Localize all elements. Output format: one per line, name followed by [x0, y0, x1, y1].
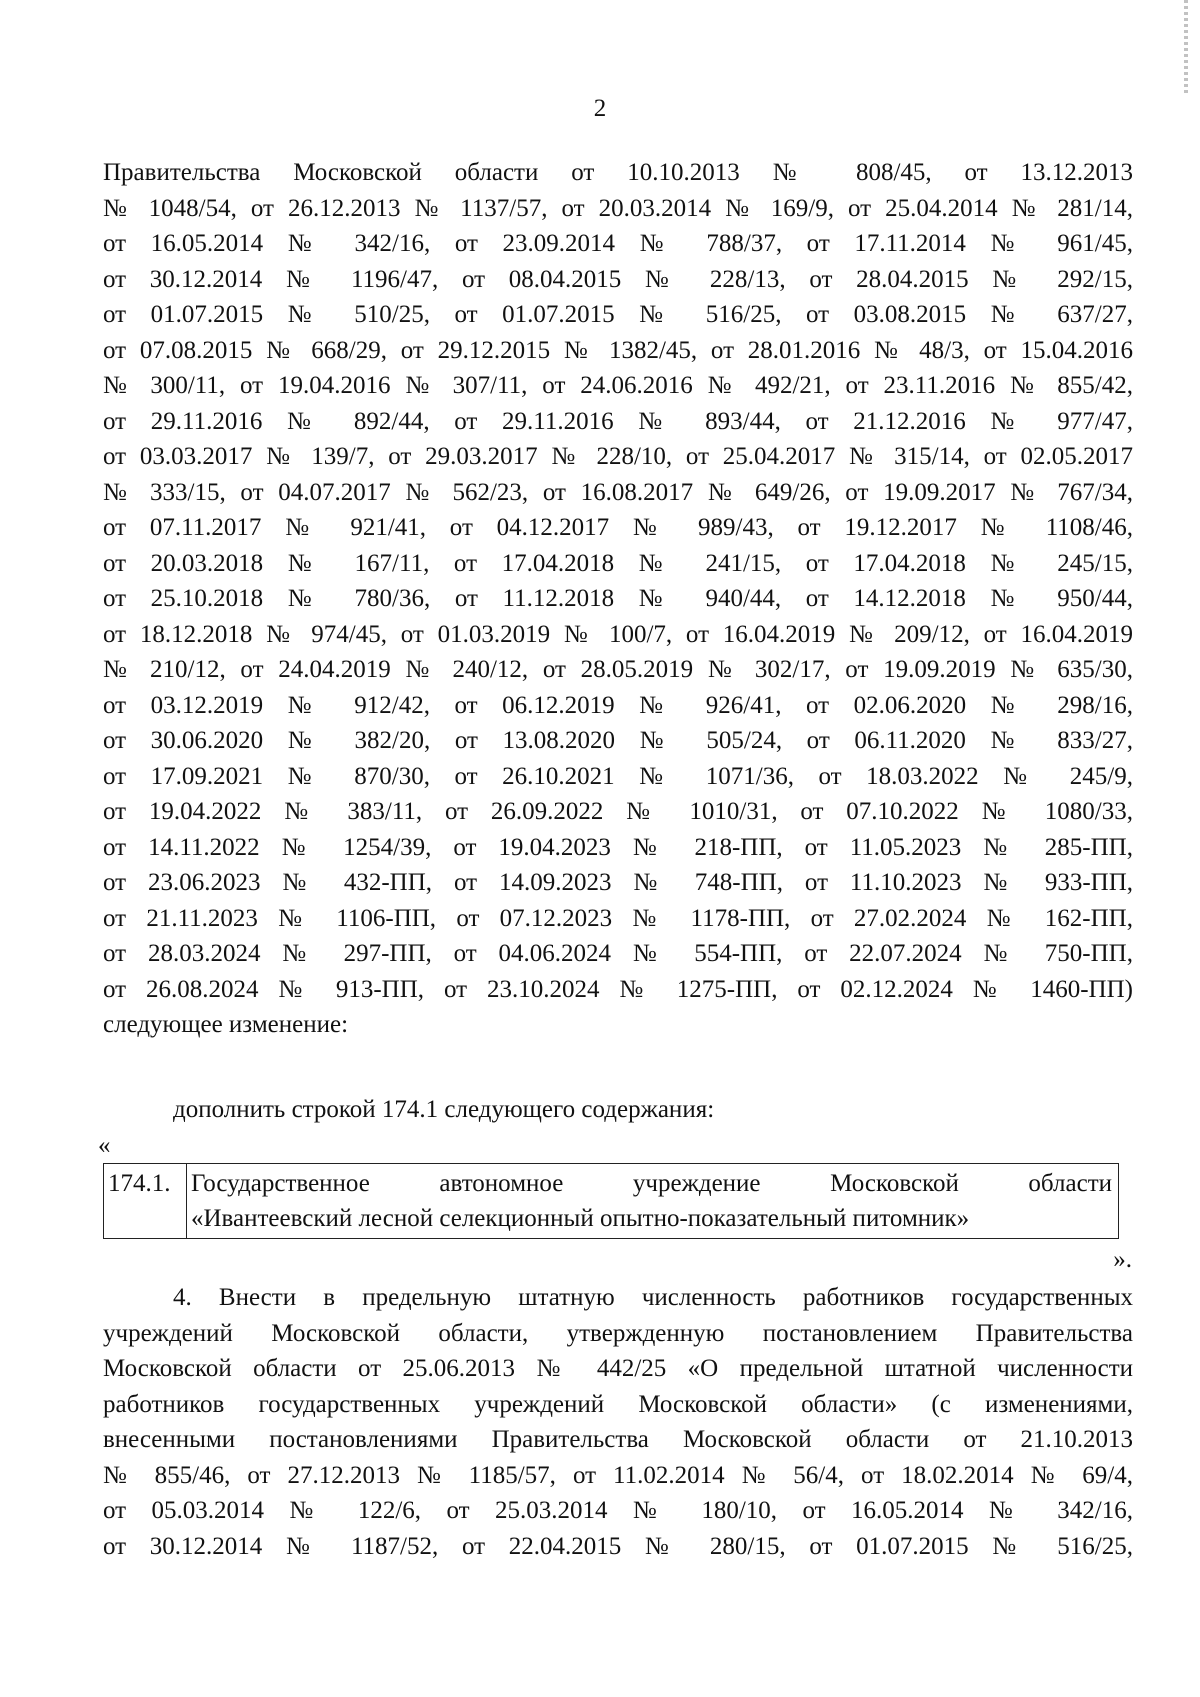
text-line: № 210/12, от 24.04.2019 № 240/12, от 28.05.2019 № 302/17, от 19.09.2019 № 635/30,	[103, 656, 1133, 683]
text-line: № 1048/54, от 26.12.2013 № 1137/57, от 20.03.2014 № 169/9, от 25.04.2014 № 281/14,	[103, 194, 1133, 222]
text-line: от 05.03.2014 № 122/6, от 25.03.2014 № 180/10, от 16.05.2014 № 342/16,	[103, 1497, 1133, 1524]
closing-quote: ».	[1113, 1246, 1132, 1273]
text-line: 4. Внести в предельную штатную численность работников государственных	[173, 1284, 1133, 1311]
cell-text-line: «Ивантеевский лесной селекционный опытно-показательный питомник»	[191, 1205, 970, 1232]
page-number: 2	[593, 95, 607, 122]
text-line: Московской области от 25.06.2013 № 442/25 «О предельной штатной численности	[103, 1355, 1133, 1382]
text-line: от 26.08.2024 № 913-ПП, от 23.10.2024 № 1275-ПП, от 02.12.2024 № 1460-ПП)	[103, 975, 1133, 1003]
text-line: от 07.11.2017 № 921/41, от 04.12.2017 № 989/43, от 19.12.2017 № 1108/46,	[103, 514, 1133, 541]
text-line: от 21.11.2023 № 1106-ПП, от 07.12.2023 № 1178-ПП, от 27.02.2024 № 162-ПП,	[103, 904, 1133, 932]
instruction-line: дополнить строкой 174.1 следующего содержания:	[173, 1096, 715, 1123]
paragraph-amendment-list	[103, 155, 1133, 1043]
text-line: от 03.03.2017 № 139/7, от 29.03.2017 № 228/10, от 25.04.2017 № 315/14, от 02.05.2017	[103, 443, 1133, 470]
text-line: от 25.10.2018 № 780/36, от 11.12.2018 № 940/44, от 14.12.2018 № 950/44,	[103, 585, 1133, 612]
table-row	[104, 1164, 1119, 1239]
text-line: от 20.03.2018 № 167/11, от 17.04.2018 № 241/15, от 17.04.2018 № 245/15,	[103, 549, 1133, 577]
text-line: от 30.12.2014 № 1187/52, от 22.04.2015 № 280/15, от 01.07.2015 № 516/25,	[103, 1532, 1133, 1560]
text-line: от 30.06.2020 № 382/20, от 13.08.2020 № 505/24, от 06.11.2020 № 833/27,	[103, 727, 1133, 754]
text-line: от 30.12.2014 № 1196/47, от 08.04.2015 № 228/13, от 28.04.2015 № 292/15,	[103, 265, 1133, 293]
text-line: от 28.03.2024 № 297-ПП, от 04.06.2024 № 554-ПП, от 22.07.2024 № 750-ПП,	[103, 940, 1133, 967]
text-line: от 03.12.2019 № 912/42, от 06.12.2019 № 926/41, от 02.06.2020 № 298/16,	[103, 691, 1133, 719]
text-line: от 16.05.2014 № 342/16, от 23.09.2014 № 788/37, от 17.11.2014 № 961/45,	[103, 230, 1133, 257]
text-line: следующее изменение:	[103, 1011, 349, 1038]
text-line: Правительства Московской области от 10.10.2013 № 808/45, от 13.12.2013	[103, 159, 1133, 186]
text-line: № 855/46, от 27.12.2013 № 1185/57, от 11.02.2014 № 56/4, от 18.02.2014 № 69/4,	[103, 1461, 1133, 1489]
text-line: от 23.06.2023 № 432-ПП, от 14.09.2023 № 748-ПП, от 11.10.2023 № 933-ПП,	[103, 869, 1133, 896]
scan-edge-mark	[1184, 0, 1188, 95]
text-line: № 333/15, от 04.07.2017 № 562/23, от 16.08.2017 № 649/26, от 19.09.2017 № 767/34,	[103, 478, 1133, 506]
text-line: учреждений Московской области, утвержденную постановлением Правительства	[103, 1319, 1133, 1347]
opening-quote: «	[98, 1132, 111, 1159]
cell-text-line: Государственное автономное учреждение Московской области	[191, 1170, 1112, 1197]
paragraph-item-4	[103, 1280, 1133, 1564]
text-line: работников государственных учреждений Московской области» (с изменениями,	[103, 1390, 1133, 1418]
inserted-row-table	[103, 1163, 1119, 1239]
text-line: от 07.08.2015 № 668/29, от 29.12.2015 № 1382/45, от 28.01.2016 № 48/3, от 15.04.2016	[103, 336, 1133, 364]
text-line: № 300/11, от 19.04.2016 № 307/11, от 24.06.2016 № 492/21, от 23.11.2016 № 855/42,	[103, 372, 1133, 399]
text-line: от 29.11.2016 № 892/44, от 29.11.2016 № 893/44, от 21.12.2016 № 977/47,	[103, 407, 1133, 435]
text-line: от 17.09.2021 № 870/30, от 26.10.2021 № 1071/36, от 18.03.2022 № 245/9,	[103, 762, 1133, 790]
text-line: от 19.04.2022 № 383/11, от 26.09.2022 № 1010/31, от 07.10.2022 № 1080/33,	[103, 798, 1133, 825]
text-line: от 14.11.2022 № 1254/39, от 19.04.2023 № 218-ПП, от 11.05.2023 № 285-ПП,	[103, 833, 1133, 861]
institution-name-cell	[187, 1164, 1119, 1239]
text-line: от 01.07.2015 № 510/25, от 01.07.2015 № 516/25, от 03.08.2015 № 637/27,	[103, 301, 1133, 328]
row-number-cell: 174.1.	[104, 1164, 187, 1239]
text-line: от 18.12.2018 № 974/45, от 01.03.2019 № 100/7, от 16.04.2019 № 209/12, от 16.04.2019	[103, 620, 1133, 648]
text-line: внесенными постановлениями Правительства Московской области от 21.10.2013	[103, 1426, 1133, 1453]
